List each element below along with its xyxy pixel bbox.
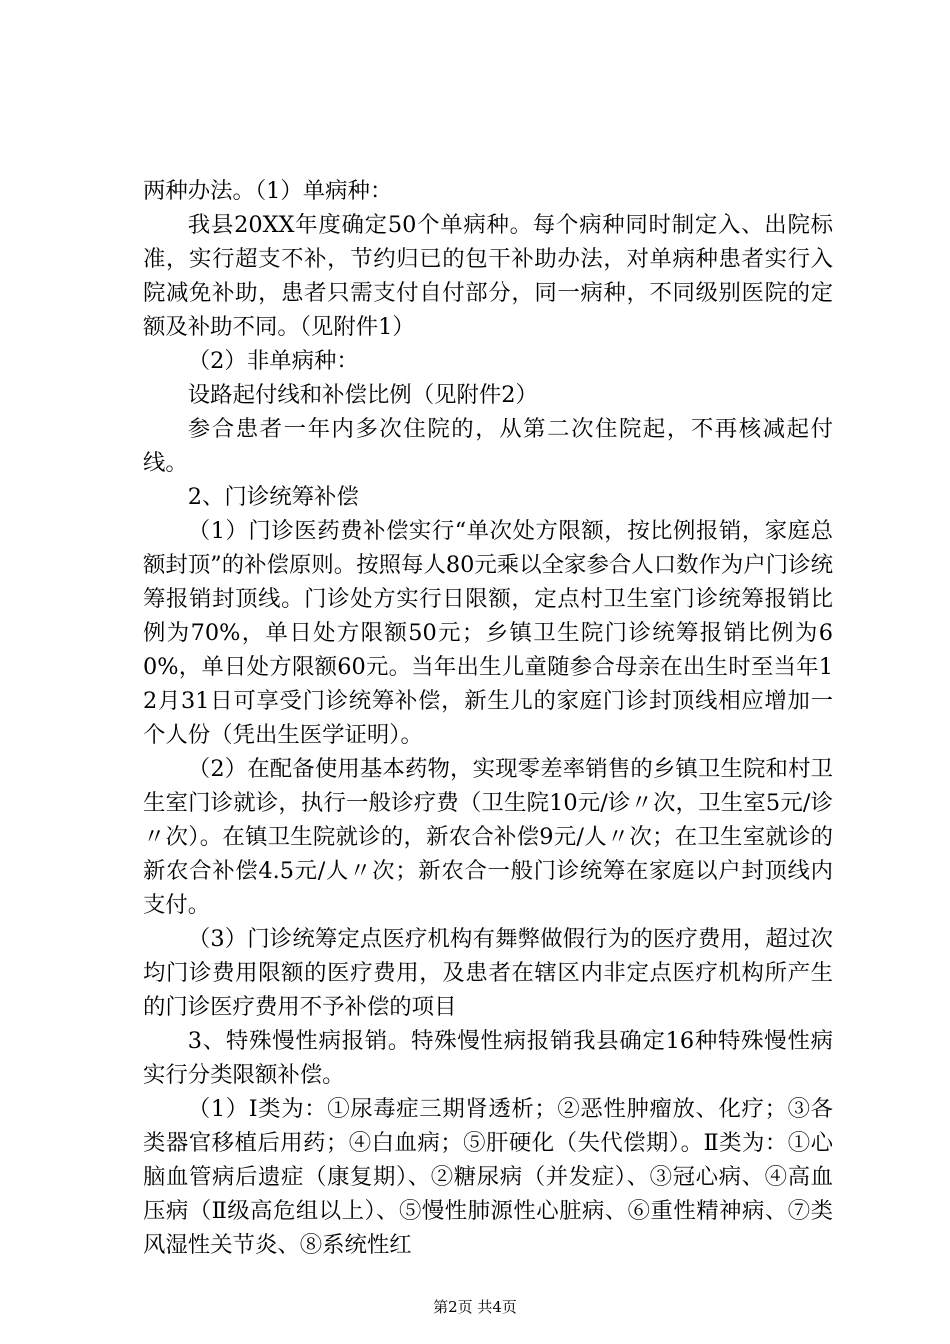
paragraph: （2）在配备使用基本药物，实现零差率销售的乡镇卫生院和村卫生室门诊就诊，执行一般诊疗费（卫生院10元/诊〃次，卫生室5元/诊〃次）。在镇卫生院就诊的，新农合补偿9元/人〃次；在卫生室就诊的新农合补偿4.5元/人〃次；新农合一般门诊统筹在家庭以户封顶线内支付。 [143, 756, 833, 918]
paragraph: 参合患者一年内多次住院的，从第二次住院起，不再核减起付线。 [143, 416, 833, 476]
section-heading: 2、门诊统筹补偿 [187, 484, 359, 510]
page-number-footer: 第2页 共4页 [433, 1298, 517, 1316]
paragraph: 设路起付线和补偿比例（见附件2） [187, 382, 538, 408]
paragraph: 两种办法。（1）单病种： [143, 178, 393, 204]
document-body [143, 174, 833, 1262]
paragraph: 3、特殊慢性病报销。特殊慢性病报销我县确定16种特殊慢性病实行分类限额补偿。 [143, 1028, 833, 1088]
paragraph: （1）门诊医药费补偿实行“单次处方限额，按比例报销，家庭总额封顶”的补偿原则。按照每人80元乘以全家参合人口数作为户门诊统筹报销封顶线。门诊处方实行日限额，定点村卫生室门诊统筹报销比例为70%，单日处方限额50元；乡镇卫生院门诊统筹报销比例为60%，单日处方限额60元。当年出生儿童随参合母亲在出生时至当年12月31日可享受门诊统筹补偿，新生儿的家庭门诊封顶线相应增加一个人份（凭出生医学证明）。 [143, 518, 833, 748]
paragraph: （1）Ⅰ类为：①尿毒症三期肾透析；②恶性肿瘤放、化疗；③各类器官移植后用药；④白血病；⑤肝硬化（失代偿期）。Ⅱ类为：①心脑血管病后遗症（康复期）、②糖尿病（并发症）、③冠心病、④高血压病（Ⅱ级高危组以上）、⑤慢性肺源性心脏病、⑥重性精神病、⑦类风湿性关节炎、⑧系统性红 [143, 1096, 833, 1258]
paragraph: 我县20XX年度确定50个单病种。每个病种同时制定入、出院标准，实行超支不补，节约归已的包干补助办法，对单病种患者实行入院减免补助，患者只需支付自付部分，同一病种，不同级别医院的定额及补助不同。（见附件1） [143, 212, 833, 340]
paragraph: （2）非单病种： [187, 348, 359, 374]
paragraph: （3）门诊统筹定点医疗机构有舞弊做假行为的医疗费用，超过次均门诊费用限额的医疗费用，及患者在辖区内非定点医疗机构所产生的门诊医疗费用不予补偿的项目 [143, 926, 833, 1020]
